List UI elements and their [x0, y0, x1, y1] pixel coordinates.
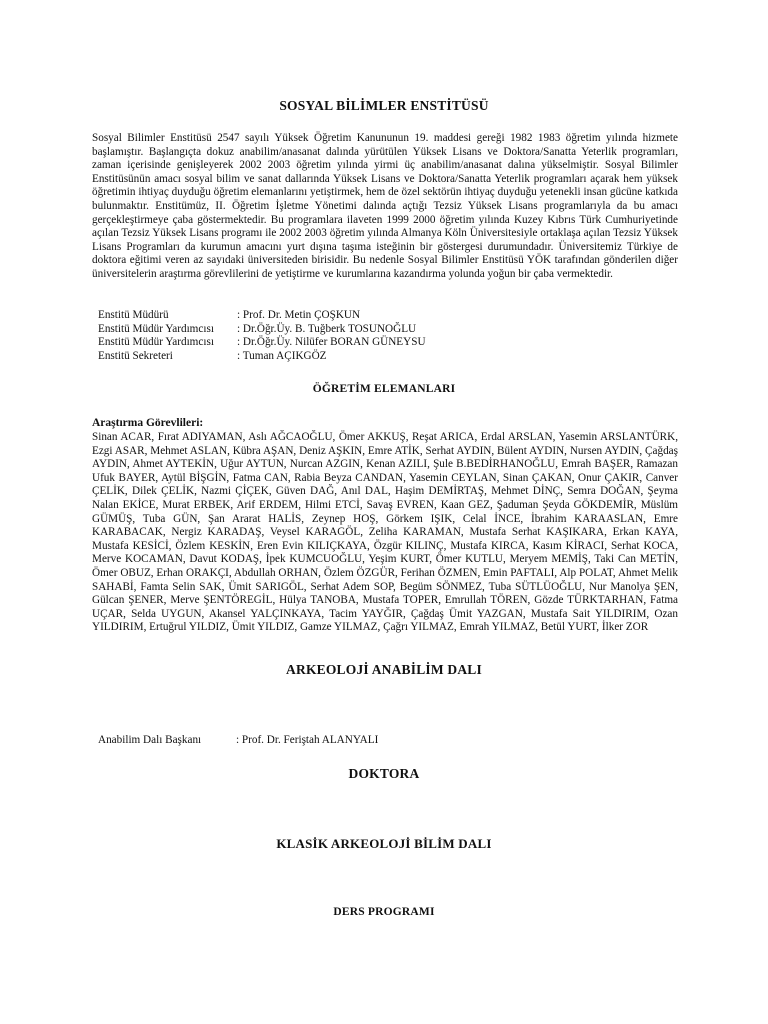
- research-assistants-list: Sinan ACAR, Fırat ADIYAMAN, Aslı AĞCAOĞLU, Ömer AKKUŞ, Reşat ARICA, Erdal ARSLAN, Yasemin ARSLANTÜRK, Ezgi ASAR, Mehmet ASLAN, Kübra AŞAN, Deniz AŞKIN, Emre ATİK, Serhat AYDIN, Bülent AYDIN, Nursen AYDIN, Çağdaş AYDIN, Ahmet AYTEKİN, Uğur AYTUN, Nurcan AZGIN, Kenan AZILI, Şule B.BEDİRHANOĞLU, Emrah BAŞER, Ramazan Ufuk BAYER, Aytül BİŞGİN, Fatma CAN, Rabia Beyza CANDAN, Yasemin CEYLAN, Sinan ÇAKAN, Onur ÇAKIR, Canver ÇELİK, Dilek ÇELİK, Nazmi ÇİÇEK, Güven DAĞ, Anıl DAL, Haşim DEMİRTAŞ, Mehmet DİNÇ, Semra DOĞAN, Şeyma Nalan EKİCE, Murat ERBEK, Arif ERDEM, Hilmi ETCİ, Savaş EVREN, Kaan GEZ, Şaduman Şeyda GÖKDEMİR, Müslüm GÜMÜŞ, Tuba GÜN, Şan Ararat HALİS, Zeynep HOŞ, Görkem IŞIK, Celal İNCE, İbrahim KARAASLAN, Emre KARABACAK, Nergiz KARADAŞ, Veysel KARAGÖL, Zeliha KARAMAN, Mustafa Serhat KAŞIKARA, Erkan KAYA, Mustafa KESİCİ, Özlem KESKİN, Eren Evin KILIÇKAYA, Özgür KILINÇ, Mustafa KIRCA, Kasım KİRACI, Serhat KOCA, Merve KOCAMAN, Davut KODAŞ, İpek KUMCUOĞLU, Yeşim KURT, Ömer KUTLU, Meryem MEMİŞ, Taki Can METİN, Ömer OBUZ, Erhan ORAKÇI, Abdullah ORHAN, Özlem ÖZGÜR, Ferihan ÖZMEN, Emin PAFTALI, Alp POLAT, Ahmet Melik SAHABİ, Famta Selin SAK, Ümit SARIGÖL, Serhat Adem SOP, Begüm SÖNMEZ, Tuba SÜTLÜOĞLU, Nur Manolya ŞEN, Gülcan ŞENER, Merve ŞENTÖREGİL, Hülya TANOBA, Mustafa TOPER, Emrullah TÖREN, Gözde TÜRKTARHAN, Fatma UÇAR, Selda UYGUN, Akansel YALÇINKAYA, Tacim YAYĞIR, Çağdaş Ümit YAZGAN, Mustafa Sait YILDIRIM, Ozan YILDIRIM, Ertuğrul YILDIZ, Ümit YILDIZ, Gamze YILMAZ, Çağrı YILMAZ, Emrah YILMAZ, Betül YURT, İlker ZOR: [92, 431, 678, 634]
- program-title: DOKTORA: [348, 766, 420, 781]
- staff-row: [98, 323, 426, 337]
- department-head-row: [98, 734, 378, 746]
- faculty-title: ÖĞRETİM ELEMANLARI: [312, 383, 456, 395]
- staff-row: [98, 350, 426, 364]
- department-head-role: Anabilim Dalı Başkanı: [98, 734, 202, 746]
- staff-name: : Dr.Öğr.Üy. Nilüfer BORAN GÜNEYSU: [237, 336, 426, 349]
- staff-role: Enstitü Sekreteri: [98, 349, 173, 362]
- staff-name: : Tuman AÇIKGÖZ: [237, 349, 327, 362]
- staff-list: [98, 309, 426, 363]
- staff-row: [98, 309, 426, 323]
- intro-paragraph: Sosyal Bilimler Enstitüsü 2547 sayılı Yüksek Öğretim Kanununun 19. maddesi gereği 1982 1983 öğretim yılında hizmete başlamıştır. Başlangıçta dokuz anabilim/anasanat dalında yürütülen Yüksek Lisans ve Doktora/Sanatta Yeterlik programları, zaman içerisinde genişleyerek 2002 2003 öğretim yılında yirmi üç anabilim/anasanat dalına yükselmiştir. Sosyal Bilimler Enstitüsünün amacı sosyal bilim ve sanat dallarında Yüksek Lisans ve Doktora/Sanatta Yeterlik programları açarak hem yüksek öğretimin ihtiyaç duyduğu öğretim elemanlarını yetiştirmek, hem de özel sektörün ihtiyaç duyduğu yetenekli insan gücüne katkıda bulunmaktır. Enstitümüz, II. Öğretim İşletme Yönetimi dalında açtığı Tezsiz Yüksek Lisans programlarıyla da bu amacı gerçekleştirmeye çaba göstermektedir. Bu programlara ilaveten 1999 2000 öğretim yılında Kuzey Kıbrıs Türk Cumhuriyetinde açılan Tezsiz Yüksek Lisans programı ile 2002 2003 öğretim yılında Almanya Köln Üniversitesiyle ortaklaşa açılan Tezsiz Yüksek Lisans Programları da kurumun amacını yurt dışına taşıma isteğinin bir göstergesi durumundadır. Üniversitemiz Türkiye de doktora eğitimi veren az sayıdaki üniversiteden birisidir. Bu nedenle Sosyal Bilimler Enstitüsü YÖK tarafından gönderilen diğer üniversitelerin araştırma görevlilerini de yetiştirme ve kurumlarına kazandırma yolunda yoğun bir çaba vermektedir.: [92, 132, 678, 280]
- staff-row: [98, 336, 426, 350]
- staff-name: : Prof. Dr. Metin ÇOŞKUN: [237, 309, 361, 321]
- staff-role: Enstitü Müdür Yardımcısı: [98, 336, 214, 349]
- staff-role: Enstitü Müdürü: [98, 309, 169, 321]
- staff-role: Enstitü Müdür Yardımcısı: [98, 322, 214, 335]
- department-head-name: : Prof. Dr. Feriştah ALANYALI: [236, 734, 379, 746]
- subdepartment-title: KLASİK ARKEOLOJİ BİLİM DALI: [276, 836, 492, 851]
- staff-name: : Dr.Öğr.Üy. B. Tuğberk TOSUNOĞLU: [237, 322, 417, 335]
- research-assistants-heading: Araştırma Görevlileri:: [92, 417, 204, 429]
- course-program-title: DERS PROGRAMI: [333, 906, 435, 918]
- institute-title: SOSYAL BİLİMLER ENSTİTÜSÜ: [279, 98, 489, 113]
- department-title: ARKEOLOJİ ANABİLİM DALI: [286, 662, 482, 677]
